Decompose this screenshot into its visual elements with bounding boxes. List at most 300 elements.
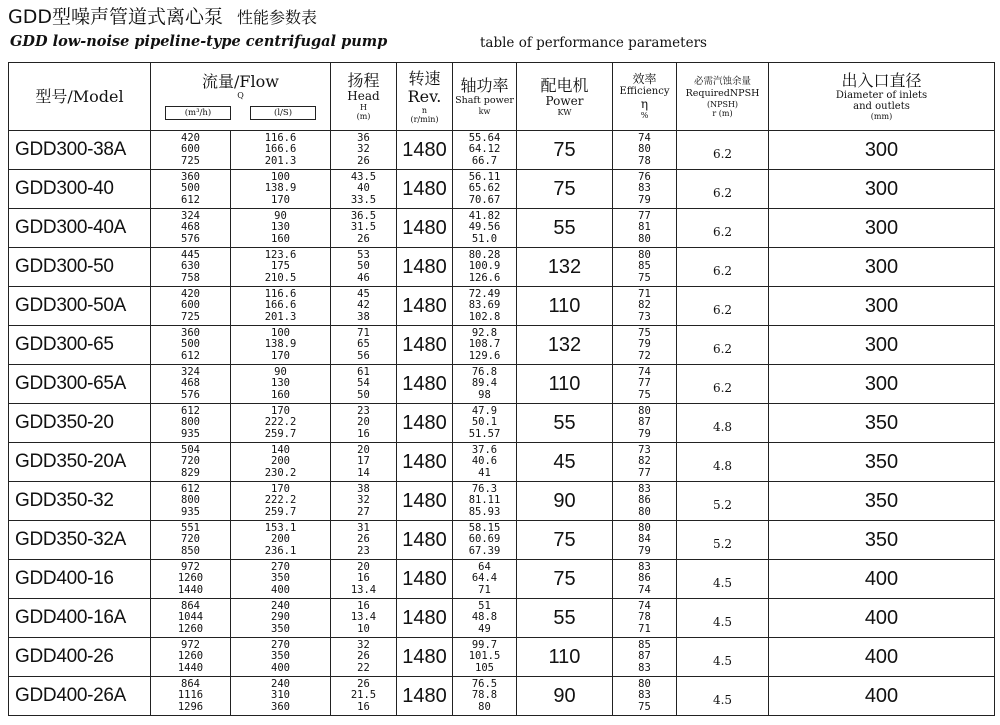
speed-cell: 1480	[397, 365, 453, 404]
head-cell-value: 22	[357, 661, 370, 674]
flow-ls-cell-value: 140	[271, 443, 290, 456]
flow-m3h-cell-value: 725	[181, 310, 200, 323]
flow-m3h-cell-value: 1116	[177, 689, 204, 702]
npsh-cell: 6.2	[677, 170, 769, 209]
speed-symbol: n	[421, 105, 428, 115]
efficiency-cell-value: 74	[638, 599, 651, 612]
motor-power-cell: 75	[517, 131, 613, 170]
speed-header-en: Rev.	[407, 86, 442, 106]
flow-m3h-cell	[151, 638, 231, 677]
npsh-unit: r (m)	[712, 108, 733, 118]
table-row	[9, 170, 995, 209]
head-cell-value: 46	[357, 271, 370, 284]
col-flow-header	[151, 63, 331, 131]
flow-m3h-cell-value: 1260	[177, 572, 204, 585]
efficiency-cell-value: 72	[638, 349, 651, 362]
head-cell-value: 16	[357, 427, 370, 440]
efficiency-cell	[613, 521, 677, 560]
flow-unit-ls: (l/S)	[250, 106, 316, 120]
flow-ls-cell-value: 200	[271, 455, 290, 468]
flow-ls-cell-value: 123.6	[264, 248, 297, 261]
table-row	[9, 326, 995, 365]
shaft-power-cell-value: 47.9	[471, 404, 498, 417]
flow-ls-cell-value: 270	[271, 560, 290, 573]
head-cell	[331, 209, 397, 248]
shaft-power-cell-value: 72.49	[468, 287, 501, 300]
motor-power-cell: 110	[517, 638, 613, 677]
flow-ls-cell	[231, 560, 331, 599]
efficiency-cell-value: 83	[638, 482, 651, 495]
model-cell: GDD350-20A	[9, 443, 151, 482]
npsh-cell: 4.5	[677, 599, 769, 638]
flow-m3h-cell-value: 1440	[177, 661, 204, 674]
flow-m3h-cell	[151, 209, 231, 248]
efficiency-cell-value: 83	[638, 182, 651, 195]
head-cell-value: 26	[357, 232, 370, 245]
head-cell-value: 20	[357, 416, 370, 429]
shaft-power-cell-value: 51.0	[471, 232, 498, 245]
efficiency-cell-value: 71	[638, 287, 651, 300]
flow-ls-cell	[231, 638, 331, 677]
speed-header-cn: 转速	[408, 68, 441, 88]
flow-ls-cell-value: 138.9	[264, 182, 297, 195]
flow-m3h-cell-value: 445	[181, 248, 200, 261]
flow-m3h-cell-value: 758	[181, 271, 200, 284]
diameter-cell: 350	[769, 443, 995, 482]
motor-power-cell: 55	[517, 404, 613, 443]
head-cell-value: 26	[357, 677, 370, 690]
head-cell	[331, 638, 397, 677]
power-header-en: Power	[545, 93, 584, 108]
flow-m3h-cell-value: 1296	[177, 700, 204, 713]
shaft-power-cell-value: 67.39	[468, 544, 501, 557]
flow-m3h-cell-value: 420	[181, 131, 200, 144]
npsh-cell: 6.2	[677, 131, 769, 170]
head-cell	[331, 599, 397, 638]
efficiency-cell-value: 86	[638, 572, 651, 585]
head-cell	[331, 248, 397, 287]
diameter-cell: 350	[769, 521, 995, 560]
flow-ls-cell-value: 90	[274, 365, 287, 378]
efficiency-cell-value: 80	[638, 521, 651, 534]
table-row	[9, 521, 995, 560]
motor-power-cell: 132	[517, 248, 613, 287]
flow-m3h-cell	[151, 287, 231, 326]
efficiency-cell-value: 80	[638, 248, 651, 261]
shaft-power-cell-value: 81.11	[468, 494, 501, 507]
flow-m3h-cell	[151, 560, 231, 599]
efficiency-cell-value: 73	[638, 310, 651, 323]
title-en: GDD low-noise pipeline-type centrifugal pump	[10, 33, 388, 50]
flow-m3h-cell	[151, 443, 231, 482]
head-symbol: H	[360, 103, 367, 112]
npsh-symbol: (NPSH)	[706, 99, 739, 109]
table-row	[9, 209, 995, 248]
model-header-label: 型号/Model	[35, 86, 124, 106]
flow-m3h-cell-value: 1260	[177, 650, 204, 663]
head-cell-value: 32	[357, 638, 370, 651]
head-cell-value: 33.5	[350, 193, 377, 206]
shaft-power-cell	[453, 365, 517, 404]
shaft-header-en: Shaft power	[455, 95, 514, 106]
efficiency-cell-value: 80	[638, 677, 651, 690]
model-cell: GDD300-38A	[9, 131, 151, 170]
model-cell: GDD350-20	[9, 404, 151, 443]
model-cell: GDD300-65A	[9, 365, 151, 404]
shaft-power-cell	[453, 287, 517, 326]
npsh-cell: 4.8	[677, 443, 769, 482]
flow-m3h-cell-value: 504	[181, 443, 200, 456]
head-cell-value: 20	[357, 560, 370, 573]
shaft-power-cell-value: 98	[478, 388, 491, 401]
head-unit: (m)	[356, 112, 371, 121]
efficiency-cell-value: 85	[638, 260, 651, 273]
speed-cell: 1480	[397, 599, 453, 638]
shaft-power-cell	[453, 638, 517, 677]
npsh-cell: 6.2	[677, 248, 769, 287]
flow-ls-cell-value: 170	[271, 404, 290, 417]
flow-m3h-cell-value: 612	[181, 349, 200, 362]
shaft-power-cell	[453, 131, 517, 170]
shaft-power-cell-value: 49	[478, 622, 491, 635]
flow-m3h-cell	[151, 365, 231, 404]
flow-header-label: 流量/Flow	[202, 72, 279, 91]
flow-m3h-cell	[151, 248, 231, 287]
shaft-power-cell-value: 71	[478, 583, 491, 596]
npsh-cell: 4.8	[677, 404, 769, 443]
shaft-power-cell-value: 64	[478, 560, 491, 573]
flow-ls-cell-value: 222.2	[264, 416, 297, 429]
speed-cell: 1480	[397, 677, 453, 716]
head-cell-value: 16	[357, 572, 370, 585]
model-cell: GDD300-65	[9, 326, 151, 365]
flow-m3h-cell-value: 1260	[177, 622, 204, 635]
flow-ls-cell-value: 400	[271, 661, 290, 674]
motor-power-cell: 90	[517, 482, 613, 521]
shaft-power-cell	[453, 482, 517, 521]
efficiency-cell-value: 74	[638, 583, 651, 596]
head-cell	[331, 482, 397, 521]
npsh-cell: 4.5	[677, 677, 769, 716]
speed-cell: 1480	[397, 521, 453, 560]
head-cell	[331, 170, 397, 209]
flow-m3h-cell-value: 468	[181, 377, 200, 390]
flow-ls-cell-value: 166.6	[264, 299, 297, 312]
shaft-power-cell	[453, 209, 517, 248]
speed-cell: 1480	[397, 170, 453, 209]
head-cell-value: 42	[357, 299, 370, 312]
flow-ls-cell	[231, 365, 331, 404]
head-cell	[331, 521, 397, 560]
shaft-power-cell-value: 55.64	[468, 131, 501, 144]
shaft-power-cell-value: 105	[475, 661, 494, 674]
header-row	[9, 63, 995, 131]
shaft-power-cell-value: 41.82	[468, 209, 501, 222]
diameter-cell: 300	[769, 365, 995, 404]
shaft-power-cell-value: 76.8	[471, 365, 498, 378]
flow-m3h-cell-value: 1044	[177, 611, 204, 624]
shaft-unit: kw	[478, 107, 491, 116]
col-model-header	[9, 63, 151, 131]
flow-m3h-cell	[151, 599, 231, 638]
flow-ls-cell-value: 160	[271, 388, 290, 401]
flow-m3h-cell-value: 935	[181, 427, 200, 440]
shaft-header-cn: 轴功率	[460, 76, 509, 95]
model-cell: GDD400-26	[9, 638, 151, 677]
motor-power-cell: 75	[517, 521, 613, 560]
efficiency-cell-value: 80	[638, 143, 651, 156]
head-cell	[331, 365, 397, 404]
efficiency-cell-value: 82	[638, 455, 651, 468]
efficiency-cell-value: 79	[638, 338, 651, 351]
table-row	[9, 443, 995, 482]
flow-ls-cell-value: 138.9	[264, 338, 297, 351]
flow-ls-cell-value: 100	[271, 326, 290, 339]
shaft-power-cell	[453, 170, 517, 209]
table-row	[9, 482, 995, 521]
shaft-power-cell-value: 76.3	[471, 482, 498, 495]
head-cell	[331, 131, 397, 170]
head-cell-value: 36.5	[350, 209, 377, 222]
head-cell-value: 14	[357, 466, 370, 479]
speed-cell: 1480	[397, 638, 453, 677]
flow-m3h-cell-value: 420	[181, 287, 200, 300]
flow-m3h-cell-value: 612	[181, 482, 200, 495]
flow-m3h-cell-value: 725	[181, 154, 200, 167]
eff-header-en: Efficiency	[619, 86, 670, 97]
flow-m3h-cell-value: 600	[181, 143, 200, 156]
flow-m3h-cell-value: 600	[181, 299, 200, 312]
flow-m3h-cell-value: 324	[181, 209, 200, 222]
table-body	[9, 131, 995, 716]
speed-cell: 1480	[397, 287, 453, 326]
flow-m3h-cell-value: 360	[181, 326, 200, 339]
head-cell-value: 10	[357, 622, 370, 635]
table-row	[9, 287, 995, 326]
diameter-cell: 400	[769, 599, 995, 638]
efficiency-cell	[613, 443, 677, 482]
efficiency-cell-value: 85	[638, 638, 651, 651]
head-cell-value: 50	[357, 388, 370, 401]
flow-ls-cell-value: 350	[271, 572, 290, 585]
flow-ls-cell	[231, 404, 331, 443]
motor-power-cell: 110	[517, 365, 613, 404]
flow-ls-cell-value: 310	[271, 689, 290, 702]
head-cell-value: 26	[357, 154, 370, 167]
head-cell-value: 32	[357, 143, 370, 156]
efficiency-cell-value: 82	[638, 299, 651, 312]
head-cell-value: 32	[357, 494, 370, 507]
npsh-cell: 6.2	[677, 287, 769, 326]
efficiency-cell-value: 74	[638, 131, 651, 144]
flow-m3h-cell	[151, 521, 231, 560]
shaft-power-cell-value: 80	[478, 700, 491, 713]
head-cell-value: 40	[357, 182, 370, 195]
col-power-header	[517, 63, 613, 131]
flow-ls-cell	[231, 131, 331, 170]
model-cell: GDD350-32A	[9, 521, 151, 560]
flow-m3h-cell-value: 324	[181, 365, 200, 378]
shaft-power-cell-value: 51	[478, 599, 491, 612]
flow-ls-cell	[231, 287, 331, 326]
flow-ls-cell	[231, 482, 331, 521]
efficiency-cell-value: 83	[638, 689, 651, 702]
efficiency-cell	[613, 404, 677, 443]
shaft-power-cell-value: 66.7	[471, 154, 498, 167]
head-cell-value: 21.5	[350, 689, 377, 702]
efficiency-cell-value: 80	[638, 232, 651, 245]
npsh-cell: 4.5	[677, 560, 769, 599]
flow-m3h-cell-value: 1440	[177, 583, 204, 596]
diameter-cell: 300	[769, 326, 995, 365]
title-cn: GDD型噪声管道式离心泵	[8, 6, 223, 28]
model-cell: GDD300-40A	[9, 209, 151, 248]
npsh-cell: 5.2	[677, 521, 769, 560]
flow-unit-m3h: (m³/h)	[165, 106, 231, 120]
npsh-cell: 5.2	[677, 482, 769, 521]
shaft-power-cell-value: 64.12	[468, 143, 501, 156]
flow-ls-cell	[231, 209, 331, 248]
shaft-power-cell-value: 50.1	[471, 416, 498, 429]
flow-m3h-cell	[151, 326, 231, 365]
model-cell: GDD400-26A	[9, 677, 151, 716]
head-cell-value: 16	[357, 599, 370, 612]
npsh-header-en: RequiredNPSH	[685, 87, 760, 99]
flow-m3h-cell-value: 576	[181, 388, 200, 401]
flow-ls-cell-value: 350	[271, 622, 290, 635]
flow-ls-cell-value: 153.1	[264, 521, 297, 534]
dia-unit: (mm)	[870, 112, 893, 121]
shaft-power-cell-value: 85.93	[468, 505, 501, 518]
shaft-power-cell-value: 101.5	[468, 650, 501, 663]
performance-table	[8, 62, 995, 716]
flow-m3h-cell-value: 972	[181, 638, 200, 651]
speed-cell: 1480	[397, 482, 453, 521]
flow-ls-cell	[231, 443, 331, 482]
flow-ls-cell-value: 130	[271, 221, 290, 234]
shaft-power-cell	[453, 248, 517, 287]
efficiency-cell-value: 75	[638, 388, 651, 401]
flow-ls-cell-value: 360	[271, 700, 290, 713]
flow-m3h-cell-value: 500	[181, 182, 200, 195]
col-diameter-header	[769, 63, 995, 131]
efficiency-cell-value: 75	[638, 271, 651, 284]
table-row	[9, 404, 995, 443]
efficiency-cell	[613, 599, 677, 638]
flow-m3h-cell	[151, 677, 231, 716]
head-cell-value: 27	[357, 505, 370, 518]
flow-ls-cell-value: 259.7	[264, 427, 297, 440]
head-cell-value: 45	[357, 287, 370, 300]
flow-ls-cell-value: 222.2	[264, 494, 297, 507]
flow-ls-cell-value: 201.3	[264, 154, 297, 167]
shaft-power-cell-value: 49.56	[468, 221, 501, 234]
shaft-power-cell	[453, 599, 517, 638]
shaft-power-cell-value: 80.28	[468, 248, 501, 261]
shaft-power-cell	[453, 560, 517, 599]
table-row	[9, 677, 995, 716]
flow-ls-cell	[231, 521, 331, 560]
head-cell	[331, 560, 397, 599]
efficiency-cell	[613, 248, 677, 287]
shaft-power-cell-value: 129.6	[468, 349, 501, 362]
npsh-cell: 6.2	[677, 365, 769, 404]
table-row	[9, 599, 995, 638]
diameter-cell: 300	[769, 209, 995, 248]
flow-ls-cell	[231, 170, 331, 209]
head-cell	[331, 326, 397, 365]
shaft-power-cell-value: 76.5	[471, 677, 498, 690]
flow-ls-cell-value: 290	[271, 611, 290, 624]
flow-ls-cell-value: 160	[271, 232, 290, 245]
speed-cell: 1480	[397, 248, 453, 287]
head-cell-value: 20	[357, 443, 370, 456]
efficiency-cell-value: 74	[638, 365, 651, 378]
dia-header-en1: Diameter of inlets	[835, 90, 928, 101]
efficiency-cell-value: 75	[638, 700, 651, 713]
efficiency-cell-value: 78	[638, 611, 651, 624]
flow-m3h-cell-value: 468	[181, 221, 200, 234]
head-cell-value: 61	[357, 365, 370, 378]
col-npsh-header	[677, 63, 769, 131]
motor-power-cell: 55	[517, 599, 613, 638]
speed-cell: 1480	[397, 560, 453, 599]
flow-ls-cell-value: 201.3	[264, 310, 297, 323]
flow-ls-cell-value: 100	[271, 170, 290, 183]
flow-m3h-cell-value: 500	[181, 338, 200, 351]
table-row	[9, 131, 995, 170]
flow-m3h-cell-value: 612	[181, 193, 200, 206]
shaft-power-cell-value: 37.6	[471, 443, 498, 456]
flow-m3h-cell-value: 850	[181, 544, 200, 557]
motor-power-cell: 55	[517, 209, 613, 248]
head-cell-value: 43.5	[350, 170, 377, 183]
head-cell-value: 36	[357, 131, 370, 144]
flow-ls-cell-value: 116.6	[264, 131, 297, 144]
eff-symbol: η	[640, 97, 649, 111]
shaft-power-cell-value: 89.4	[471, 377, 498, 390]
shaft-power-cell-value: 65.62	[468, 182, 501, 195]
npsh-cell: 6.2	[677, 326, 769, 365]
flow-ls-cell-value: 116.6	[264, 287, 297, 300]
head-cell-value: 13.4	[350, 583, 377, 596]
flow-ls-cell-value: 259.7	[264, 505, 297, 518]
table-row	[9, 365, 995, 404]
shaft-power-cell-value: 48.8	[471, 611, 498, 624]
flow-m3h-cell-value: 800	[181, 494, 200, 507]
shaft-power-cell-value: 78.8	[471, 689, 498, 702]
table-row	[9, 560, 995, 599]
npsh-cell: 4.5	[677, 638, 769, 677]
shaft-power-cell-value: 60.69	[468, 533, 501, 546]
head-cell	[331, 443, 397, 482]
diameter-cell: 300	[769, 170, 995, 209]
eff-header-cn: 效率	[632, 72, 657, 86]
head-cell-value: 53	[357, 248, 370, 261]
efficiency-cell	[613, 677, 677, 716]
shaft-power-cell	[453, 521, 517, 560]
efficiency-cell-value: 71	[638, 622, 651, 635]
dia-header-en2: and outlets	[853, 101, 910, 112]
flow-m3h-cell	[151, 170, 231, 209]
flow-m3h-cell-value: 935	[181, 505, 200, 518]
model-cell: GDD300-40	[9, 170, 151, 209]
motor-power-cell: 45	[517, 443, 613, 482]
head-cell-value: 65	[357, 338, 370, 351]
flow-m3h-cell	[151, 482, 231, 521]
efficiency-cell	[613, 131, 677, 170]
diameter-cell: 400	[769, 677, 995, 716]
